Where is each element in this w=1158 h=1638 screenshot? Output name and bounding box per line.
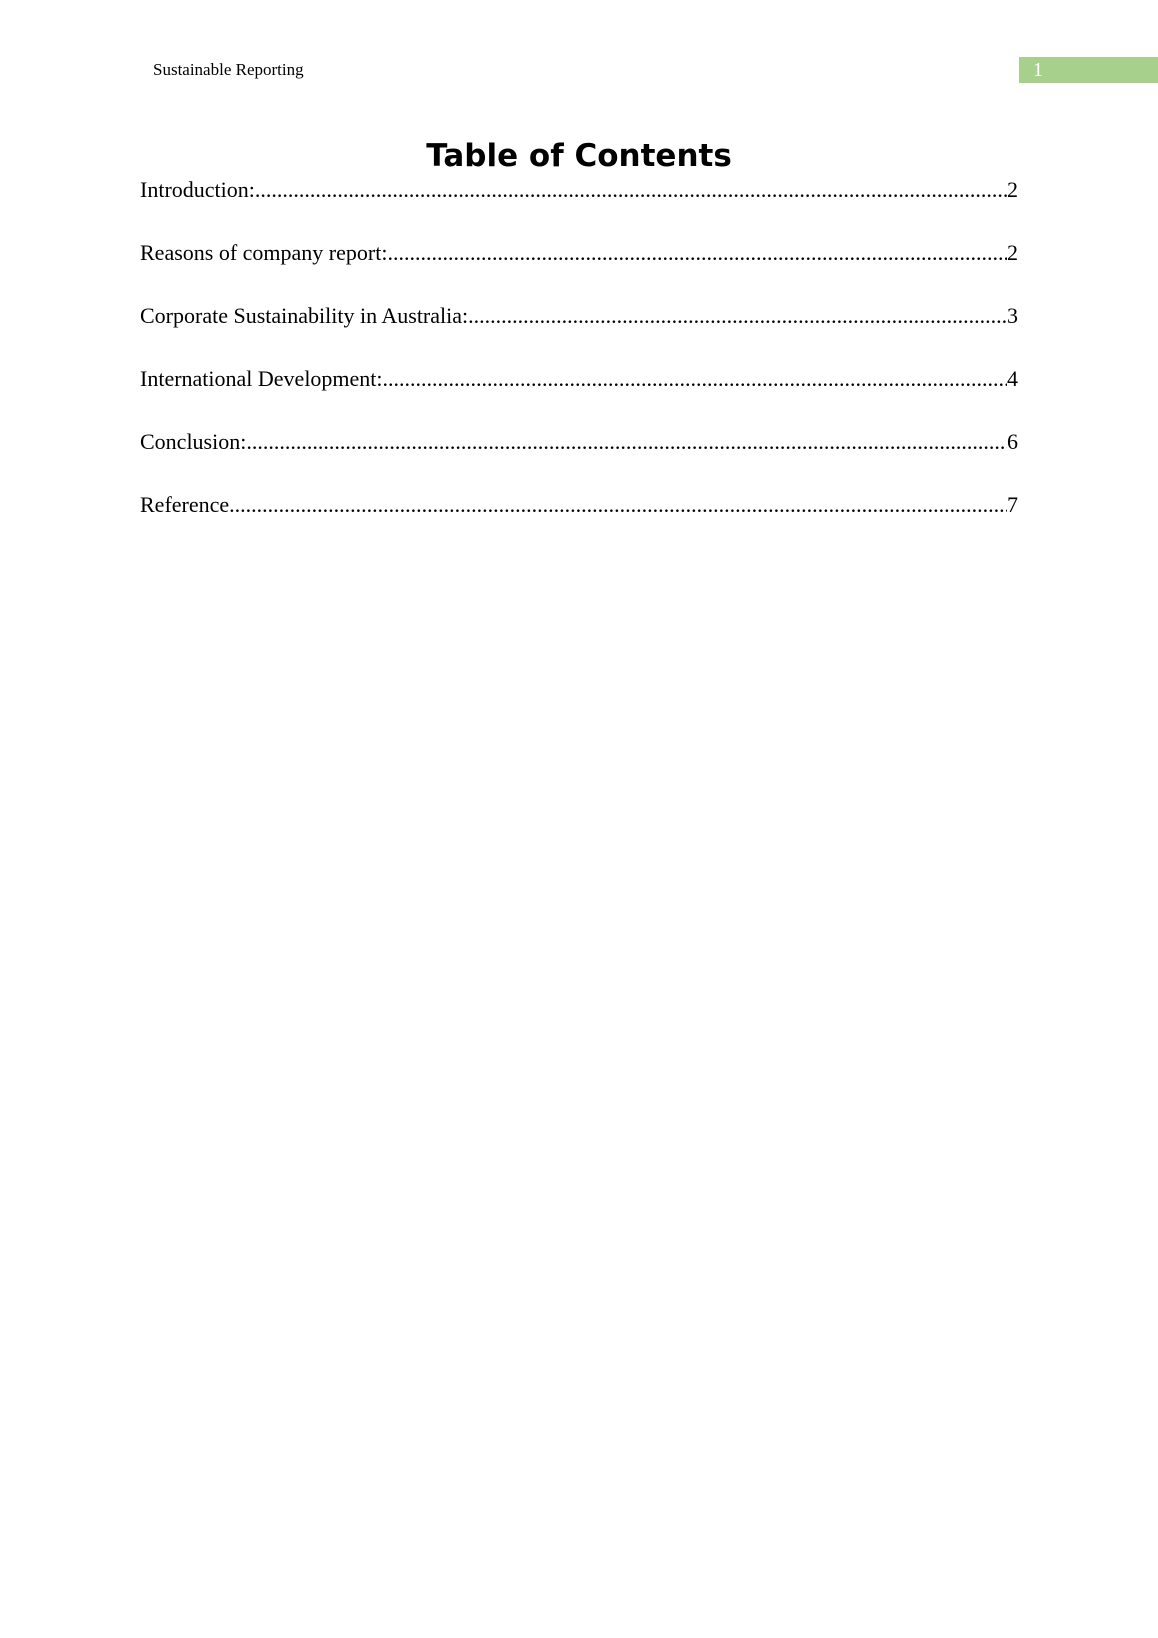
toc-entry-conclusion[interactable] — [140, 430, 1018, 454]
toc-entry-label: Corporate Sustainability in Australia: — [140, 303, 469, 328]
toc-dot-leader — [387, 241, 1007, 265]
running-header-title: Sustainable Reporting — [153, 60, 304, 79]
toc-dot-leader — [383, 367, 1007, 391]
toc-entry-page: 4 — [1007, 366, 1018, 391]
toc-dot-leader — [255, 178, 1007, 202]
toc-entry-page: 6 — [1007, 429, 1018, 454]
toc-dot-leader — [246, 430, 1007, 454]
toc-entry-page: 2 — [1007, 240, 1018, 265]
toc-entry-reference[interactable] — [140, 493, 1018, 517]
toc-entry-international-development[interactable] — [140, 367, 1018, 391]
toc-heading: Table of Contents — [426, 138, 732, 174]
page-number: 1 — [1033, 59, 1043, 81]
toc-entry-reasons[interactable] — [140, 241, 1018, 265]
toc-entry-label: International Development: — [140, 366, 383, 391]
toc-entry-page: 3 — [1007, 303, 1018, 328]
page-number-bar — [1019, 57, 1158, 83]
toc-entry-label: Reference — [140, 492, 230, 517]
toc-entry-introduction[interactable] — [140, 178, 1018, 202]
toc-entry-page: 7 — [1007, 492, 1018, 517]
toc-dot-leader — [229, 493, 1007, 517]
toc-entry-label: Introduction: — [140, 177, 255, 202]
toc-entry-label: Conclusion: — [140, 429, 247, 454]
toc-entry-page: 2 — [1007, 177, 1018, 202]
toc-entry-label: Reasons of company report: — [140, 240, 388, 265]
toc-dot-leader — [468, 304, 1007, 328]
toc-entry-corporate-sustainability[interactable] — [140, 304, 1018, 328]
toc-list — [140, 178, 1018, 517]
